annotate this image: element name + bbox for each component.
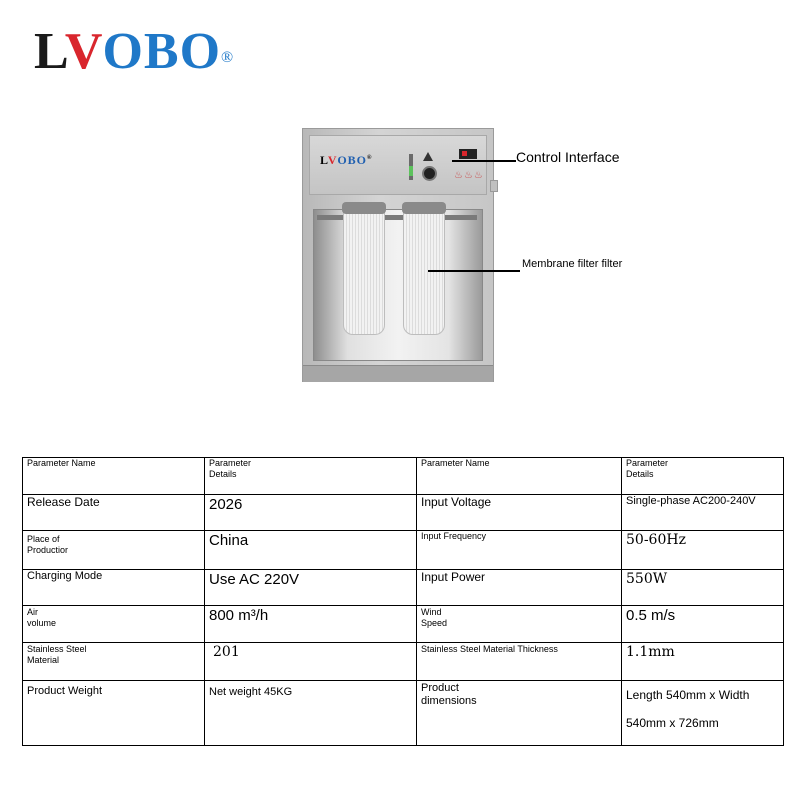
cabinet-base <box>303 365 493 382</box>
table-row <box>23 531 784 570</box>
table-row <box>23 606 784 643</box>
spec-table <box>22 457 784 746</box>
filter-callout-label: Membrane filter filter <box>522 258 623 270</box>
param-name-cell: Stainless Steel Material <box>23 643 205 681</box>
brand-logo: LVOBO® <box>34 23 235 80</box>
param-value-cell: 550W <box>622 570 784 606</box>
table-row <box>23 681 784 746</box>
pressure-gauge <box>409 154 413 180</box>
param-value-cell: China <box>205 531 417 570</box>
filter-cartridge <box>343 205 385 335</box>
param-name-cell: Input Voltage <box>417 495 622 531</box>
registered-mark: ® <box>221 49 235 66</box>
side-handle <box>490 180 498 192</box>
param-name-cell: Place of Productior <box>23 531 205 570</box>
header-cell: Parameter Name <box>417 458 622 495</box>
cabinet-body <box>302 128 494 382</box>
param-value-cell: Single-phase AC200-240V <box>622 495 784 531</box>
param-value-cell: 2026 <box>205 495 417 531</box>
filter-chamber <box>313 209 483 361</box>
product-image <box>302 128 498 382</box>
param-name-cell: Wind Speed <box>417 606 622 643</box>
control-callout-label: Control Interface <box>516 149 620 165</box>
header-cell: Parameter Details <box>205 458 417 495</box>
filter-callout-line <box>428 270 520 272</box>
speed-knob <box>422 166 437 181</box>
param-name-cell: Stainless Steel Material Thickness <box>417 643 622 681</box>
param-name-cell: Product Weight <box>23 681 205 746</box>
power-switch <box>459 149 477 159</box>
param-value-cell: 50-60Hz <box>622 531 784 570</box>
param-value-cell: 201 <box>205 643 417 681</box>
header-cell: Parameter Name <box>23 458 205 495</box>
param-value-cell: 800 m³/h <box>205 606 417 643</box>
table-row <box>23 570 784 606</box>
param-value-cell: Length 540mm x Width 540mm x 726mm <box>622 681 784 746</box>
param-name-cell: Input Power <box>417 570 622 606</box>
param-name-cell: Product dimensions <box>417 681 622 746</box>
indicator-icons: ♨♨♨ <box>454 170 484 181</box>
filter-rail <box>317 215 477 220</box>
param-name-cell: Charging Mode <box>23 570 205 606</box>
param-value-cell: Net weight 45KG <box>205 681 417 746</box>
control-callout-line <box>452 160 516 162</box>
param-name-cell: Air volume <box>23 606 205 643</box>
table-row <box>23 643 784 681</box>
param-name-cell: Release Date <box>23 495 205 531</box>
table-header-row <box>23 458 784 495</box>
table-row <box>23 495 784 531</box>
param-name-cell: Input Frequency <box>417 531 622 570</box>
header-cell: Parameter Details <box>622 458 784 495</box>
param-value-cell: 1.1mm <box>622 643 784 681</box>
param-value-cell: 0.5 m/s <box>622 606 784 643</box>
param-value-cell: Use AC 220V <box>205 570 417 606</box>
control-panel <box>309 135 487 195</box>
warning-icon <box>423 152 433 161</box>
cabinet-logo: LVOBO® <box>320 153 373 167</box>
